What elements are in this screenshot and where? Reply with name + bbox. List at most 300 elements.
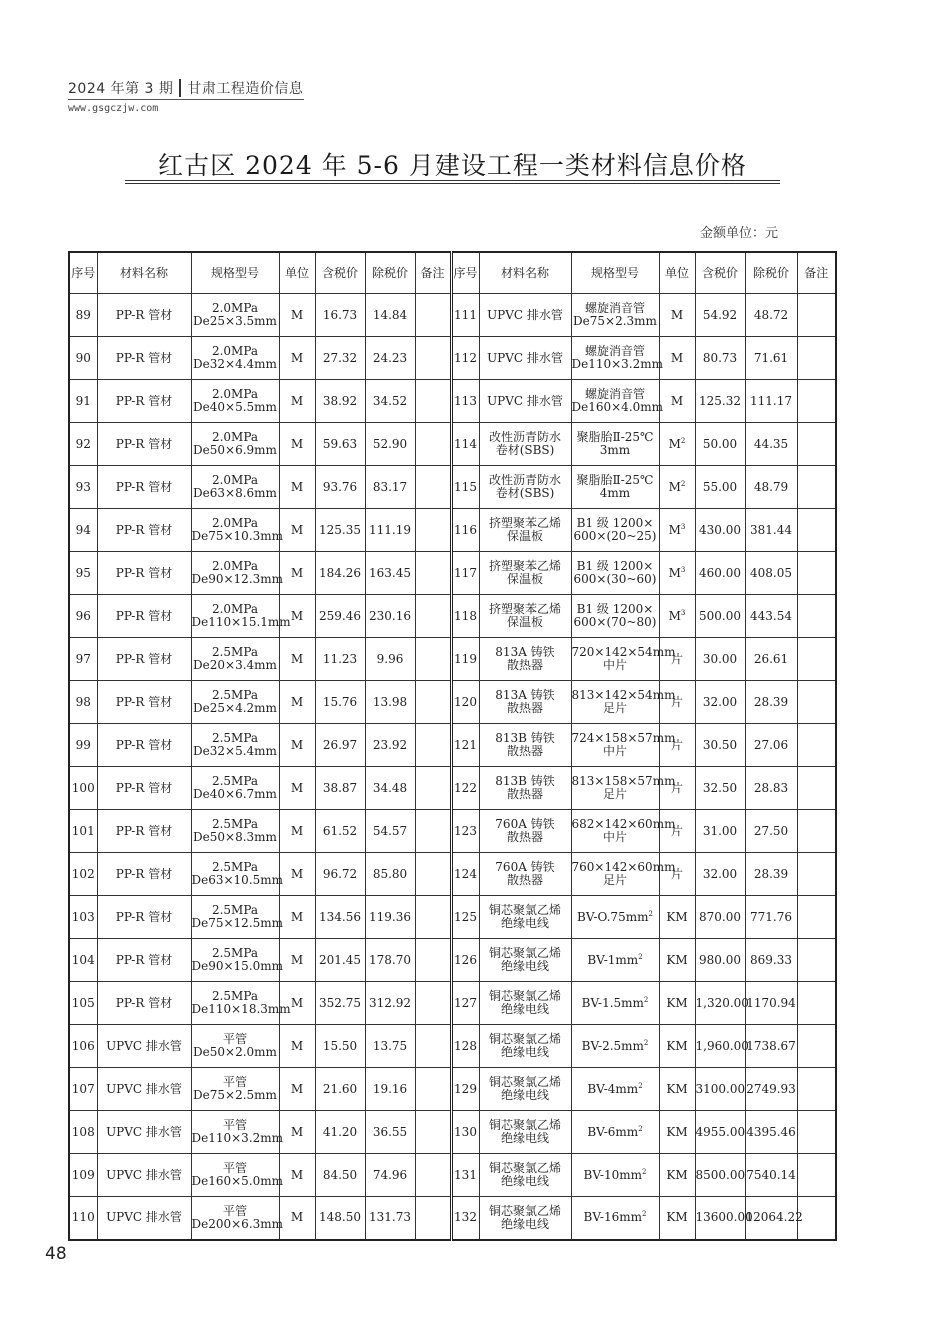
- note: [797, 810, 836, 853]
- col-header-spec-right: 规格型号: [571, 252, 659, 294]
- spec-line-1: BV-1.5mm: [581, 995, 644, 1010]
- spec-line-1: 平管: [222, 1075, 247, 1089]
- tax-included-price: 21.60: [315, 1068, 365, 1111]
- item-no: 122: [451, 767, 479, 810]
- note: [415, 681, 451, 724]
- note: [415, 724, 451, 767]
- spec-line-2: De63×8.6mm: [193, 486, 277, 500]
- spec-line-2: 600×(30~60): [573, 572, 657, 586]
- unit: M: [279, 853, 315, 896]
- spec-line-1: 聚脂胎Ⅱ-25℃: [576, 430, 654, 444]
- tax-included-price: 30.50: [695, 724, 745, 767]
- spec-line-2: 600×(20~25): [573, 529, 657, 543]
- material-name-line-2: 绝缘电线: [500, 1088, 549, 1102]
- spec-line-1: 2.0MPa: [211, 344, 259, 358]
- table-row: [69, 853, 836, 896]
- tax-included-price: 430.00: [695, 509, 745, 552]
- material-name: [479, 595, 571, 638]
- superscript: 2: [638, 1081, 643, 1090]
- material-name-line-1: 挤塑聚苯乙烯: [488, 559, 561, 573]
- tax-excluded-price: 12064.22: [745, 1197, 797, 1240]
- unit: [659, 939, 695, 982]
- spec-model: [571, 552, 659, 595]
- material-name: UPVC 排水管: [97, 1197, 191, 1240]
- material-name: PP-R 管材: [97, 810, 191, 853]
- material-name-line-2: 散热器: [506, 658, 543, 672]
- tax-excluded-price: 74.96: [365, 1154, 415, 1197]
- spec-line-1: BV-1mm: [587, 952, 639, 967]
- spec-line-2: De200×6.3mm: [191, 1216, 284, 1231]
- material-name: PP-R 管材: [97, 982, 191, 1025]
- table-header-row: [69, 252, 836, 294]
- tax-included-price: 41.20: [315, 1111, 365, 1154]
- col-header-name: 材料名称: [97, 252, 191, 294]
- spec-model: [191, 853, 284, 896]
- tax-excluded-price: 28.39: [745, 681, 797, 724]
- spec-line-2: De160×4.0mm: [571, 400, 664, 414]
- tax-excluded-price: 24.23: [365, 337, 415, 380]
- spec-line-2: 中片: [602, 658, 627, 672]
- material-name: PP-R 管材: [97, 552, 191, 595]
- tax-excluded-price: 869.33: [745, 939, 797, 982]
- spec-line-2: De110×3.2mm: [191, 1131, 284, 1145]
- spec-line-1: 760×142×60mm: [571, 860, 676, 874]
- item-no: 113: [451, 380, 479, 423]
- col-header-notax-price-right: 除税价: [745, 252, 797, 294]
- spec-model: [571, 466, 659, 509]
- col-header-tax-price-right: 含税价: [695, 252, 745, 294]
- material-name: PP-R 管材: [97, 681, 191, 724]
- spec-model: [191, 810, 279, 853]
- item-no: 98: [69, 681, 97, 724]
- tax-included-price: 80.73: [695, 337, 745, 380]
- note: [797, 552, 836, 595]
- material-name: UPVC 排水管: [97, 1025, 191, 1068]
- tax-included-price: 84.50: [315, 1154, 365, 1197]
- tax-excluded-price: 52.90: [365, 423, 415, 466]
- unit: [659, 1154, 695, 1197]
- material-name-line-1: UPVC 排水管: [487, 350, 563, 365]
- material-name: [479, 337, 571, 380]
- spec-model: [191, 380, 279, 423]
- spec-line-1: 聚脂胎Ⅱ-25℃: [576, 473, 654, 487]
- spec-line-1: 螺旋消音管: [584, 344, 645, 358]
- tax-excluded-price: 54.57: [365, 810, 415, 853]
- spec-line-1: 平管: [222, 1203, 247, 1218]
- spec-line-2: De75×10.3mm: [191, 529, 284, 543]
- col-header-note: 备注: [415, 252, 451, 294]
- item-no: 123: [451, 810, 479, 853]
- item-no: 116: [451, 509, 479, 552]
- tax-included-price: 870.00: [695, 896, 745, 939]
- tax-excluded-price: 83.17: [365, 466, 415, 509]
- tax-included-price: 54.92: [695, 294, 745, 337]
- price-table: [68, 251, 837, 1241]
- item-no: 108: [69, 1111, 97, 1154]
- spec-line-2: De160×5.0mm: [191, 1174, 284, 1188]
- unit: [659, 595, 695, 638]
- unit: [659, 767, 695, 810]
- item-no: 115: [451, 466, 479, 509]
- spec-model: [571, 423, 659, 466]
- tax-included-price: 32.00: [695, 681, 745, 724]
- tax-included-price: 259.46: [315, 595, 365, 638]
- col-header-tax-price: 含税价: [315, 252, 365, 294]
- tax-excluded-price: 85.80: [365, 853, 415, 896]
- spec-model: [191, 1154, 284, 1197]
- item-no: 99: [69, 724, 97, 767]
- spec-model: [571, 1025, 659, 1068]
- tax-excluded-price: 312.92: [365, 982, 415, 1025]
- material-name-line-1: 铜芯聚氯乙烯: [488, 1032, 561, 1046]
- spec-line-2: 中片: [602, 744, 627, 758]
- unit: M: [279, 423, 315, 466]
- tax-excluded-price: 28.83: [745, 767, 797, 810]
- unit: [659, 724, 695, 767]
- superscript: 2: [648, 909, 653, 918]
- material-name-line-1: 改性沥青防水: [488, 473, 561, 487]
- superscript: 3: [680, 522, 686, 531]
- tax-excluded-price: 36.55: [365, 1111, 415, 1154]
- material-name-line-1: 813B 铸铁: [495, 731, 555, 745]
- note: [415, 810, 451, 853]
- tax-excluded-price: 48.72: [745, 294, 797, 337]
- unit: [659, 1197, 695, 1240]
- header-divider: [179, 79, 181, 97]
- item-no: 131: [451, 1154, 479, 1197]
- unit: M: [279, 466, 315, 509]
- material-name-line-1: 挤塑聚苯乙烯: [488, 516, 561, 530]
- unit: [659, 1068, 695, 1111]
- spec-line-1: 平管: [222, 1118, 247, 1132]
- note: [797, 1154, 836, 1197]
- tax-excluded-price: 1738.67: [745, 1025, 797, 1068]
- tax-included-price: 93.76: [315, 466, 365, 509]
- tax-included-price: 55.00: [695, 466, 745, 509]
- table-row: [69, 294, 836, 337]
- spec-model: [191, 1111, 284, 1154]
- unit: M: [279, 1068, 315, 1111]
- spec-line-1: 682×142×60mm: [571, 817, 676, 831]
- material-name: [479, 896, 571, 939]
- unit-text: M: [668, 479, 681, 494]
- note: [415, 294, 451, 337]
- item-no: 126: [451, 939, 479, 982]
- table-row: [69, 1197, 836, 1240]
- item-no: 111: [451, 294, 479, 337]
- tax-included-price: 1,960.00: [695, 1025, 745, 1068]
- spec-line-2: De25×4.2mm: [193, 701, 277, 715]
- tax-included-price: 13600.00: [695, 1197, 745, 1240]
- spec-line-2: De32×5.4mm: [193, 744, 277, 758]
- note: [415, 853, 451, 896]
- table-row: [69, 810, 836, 853]
- material-name: [479, 1154, 571, 1197]
- spec-line-1: B1 级 1200×: [576, 559, 654, 573]
- table-row: [69, 1068, 836, 1111]
- tax-included-price: 184.26: [315, 552, 365, 595]
- tax-excluded-price: 7540.14: [745, 1154, 797, 1197]
- unit: M: [279, 1197, 315, 1240]
- material-name-line-2: 保温板: [506, 615, 543, 629]
- spec-line-1: 螺旋消音管: [584, 301, 645, 315]
- unit-text: KM: [666, 1167, 688, 1182]
- unit-text: 片: [670, 823, 683, 838]
- note: [415, 767, 451, 810]
- tax-excluded-price: 9.96: [365, 638, 415, 681]
- material-name: PP-R 管材: [97, 595, 191, 638]
- unit-text: KM: [666, 1210, 688, 1225]
- spec-model: [191, 552, 284, 595]
- item-no: 100: [69, 767, 97, 810]
- spec-line-2: De25×3.5mm: [193, 314, 277, 328]
- tax-excluded-price: 71.61: [745, 337, 797, 380]
- tax-included-price: 125.32: [695, 380, 745, 423]
- issue-header: [68, 78, 303, 98]
- spec-model: [191, 423, 279, 466]
- col-header-no-right: 序号: [451, 252, 479, 294]
- spec-line-1: 2.0MPa: [211, 387, 259, 401]
- spec-model: [571, 595, 659, 638]
- item-no: 125: [451, 896, 479, 939]
- spec-model: [571, 638, 676, 681]
- spec-line-1: BV-2.5mm: [581, 1038, 644, 1053]
- material-name: PP-R 管材: [97, 337, 191, 380]
- tax-included-price: 61.52: [315, 810, 365, 853]
- tax-excluded-price: 230.16: [365, 595, 415, 638]
- col-header-unit-right: 单位: [659, 252, 695, 294]
- title-underline: [125, 180, 780, 181]
- col-header-notax-price: 除税价: [365, 252, 415, 294]
- material-name: PP-R 管材: [97, 724, 191, 767]
- spec-line-1: 813×158×57mm: [571, 774, 676, 788]
- table-row: [69, 380, 836, 423]
- material-name-line-1: 铜芯聚氯乙烯: [488, 989, 561, 1003]
- note: [415, 595, 451, 638]
- material-name-line-1: 760A 铸铁: [495, 860, 555, 874]
- note: [797, 423, 836, 466]
- tax-excluded-price: 4395.46: [745, 1111, 797, 1154]
- material-name-line-1: 铜芯聚氯乙烯: [488, 1161, 561, 1175]
- tax-included-price: 50.00: [695, 423, 745, 466]
- unit: [659, 681, 695, 724]
- superscript: 2: [638, 952, 643, 961]
- item-no: 119: [451, 638, 479, 681]
- tax-included-price: 32.00: [695, 853, 745, 896]
- unit: M: [279, 552, 315, 595]
- tax-excluded-price: 44.35: [745, 423, 797, 466]
- note: [415, 380, 451, 423]
- note: [797, 466, 836, 509]
- spec-line-2: De50×8.3mm: [193, 830, 277, 844]
- header-rule: [68, 99, 304, 100]
- spec-model: [571, 509, 659, 552]
- superscript: 2: [643, 1038, 649, 1047]
- spec-model: [571, 896, 659, 939]
- item-no: 94: [69, 509, 97, 552]
- material-name-line-2: 卷材(SBS): [495, 443, 555, 457]
- spec-line-2: 中片: [602, 830, 627, 844]
- note: [415, 982, 451, 1025]
- note: [415, 466, 451, 509]
- tax-excluded-price: 131.73: [365, 1197, 415, 1240]
- tax-excluded-price: 19.16: [365, 1068, 415, 1111]
- spec-line-2: De90×12.3mm: [191, 572, 284, 586]
- spec-line-2: 600×(70~80): [573, 615, 657, 629]
- unit: [659, 638, 695, 681]
- material-name: PP-R 管材: [97, 896, 191, 939]
- material-name: [479, 1197, 571, 1240]
- unit: [659, 853, 695, 896]
- tax-included-price: 59.63: [315, 423, 365, 466]
- material-name-line-1: UPVC 排水管: [487, 307, 563, 322]
- tax-excluded-price: 119.36: [365, 896, 415, 939]
- material-name: [479, 939, 571, 982]
- item-no: 107: [69, 1068, 97, 1111]
- spec-model: [191, 1068, 279, 1111]
- tax-excluded-price: 34.48: [365, 767, 415, 810]
- material-name-line-2: 散热器: [506, 744, 543, 758]
- material-name-line-1: 760A 铸铁: [495, 817, 555, 831]
- note: [797, 767, 836, 810]
- unit: M: [279, 380, 315, 423]
- material-name-line-1: 铜芯聚氯乙烯: [488, 1203, 561, 1218]
- tax-excluded-price: 14.84: [365, 294, 415, 337]
- unit-text: KM: [666, 995, 688, 1010]
- table-row: [69, 767, 836, 810]
- tax-included-price: 980.00: [695, 939, 745, 982]
- spec-model: [191, 896, 284, 939]
- item-no: 97: [69, 638, 97, 681]
- item-no: 121: [451, 724, 479, 767]
- spec-line-2: 3mm: [599, 443, 631, 457]
- spec-line-2: De110×3.2mm: [571, 357, 664, 371]
- spec-model: [191, 939, 284, 982]
- tax-excluded-price: 178.70: [365, 939, 415, 982]
- unit-text: 片: [670, 866, 683, 881]
- unit: [659, 423, 695, 466]
- material-name-line-2: 散热器: [506, 873, 543, 887]
- material-name: [479, 1068, 571, 1111]
- material-name-line-1: 挤塑聚苯乙烯: [488, 602, 561, 616]
- tax-excluded-price: 28.39: [745, 853, 797, 896]
- material-name: [479, 681, 571, 724]
- spec-model: [571, 767, 676, 810]
- spec-line-1: 2.5MPa: [211, 645, 259, 659]
- spec-model: [571, 294, 659, 337]
- item-no: 129: [451, 1068, 479, 1111]
- material-name-line-2: 卷材(SBS): [495, 486, 555, 500]
- table-row: [69, 1111, 836, 1154]
- unit: [659, 294, 695, 337]
- tax-included-price: 30.00: [695, 638, 745, 681]
- spec-model: [191, 1197, 284, 1240]
- spec-model: [191, 337, 279, 380]
- spec-line-1: 螺旋消音管: [584, 387, 645, 401]
- unit-text: 片: [670, 737, 683, 752]
- unit-text: 片: [670, 651, 683, 666]
- spec-model: [191, 681, 279, 724]
- item-no: 117: [451, 552, 479, 595]
- spec-line-2: De20×3.4mm: [193, 658, 277, 672]
- spec-line-1: 2.0MPa: [211, 473, 259, 487]
- unit: M: [279, 939, 315, 982]
- spec-line-1: 2.0MPa: [211, 602, 259, 616]
- spec-line-1: 2.5MPa: [211, 946, 259, 960]
- spec-line-1: 724×158×57mm: [571, 731, 676, 745]
- note: [797, 294, 836, 337]
- note: [797, 724, 836, 767]
- title-underline-2: [125, 183, 780, 184]
- unit: M: [279, 1025, 315, 1068]
- unit-text: KM: [666, 909, 688, 924]
- tax-excluded-price: 13.75: [365, 1025, 415, 1068]
- col-header-name-right: 材料名称: [479, 252, 571, 294]
- item-no: 130: [451, 1111, 479, 1154]
- note: [797, 1068, 836, 1111]
- table-row: [69, 982, 836, 1025]
- unit: [659, 552, 695, 595]
- note: [797, 380, 836, 423]
- item-no: 91: [69, 380, 97, 423]
- unit: M: [279, 982, 315, 1025]
- tax-included-price: 26.97: [315, 724, 365, 767]
- unit-text: M: [668, 436, 681, 451]
- material-name: UPVC 排水管: [97, 1111, 191, 1154]
- spec-model: [191, 466, 279, 509]
- note: [415, 423, 451, 466]
- material-name-line-1: 铜芯聚氯乙烯: [488, 1118, 561, 1132]
- unit: [659, 1111, 695, 1154]
- item-no: 128: [451, 1025, 479, 1068]
- page-title: 红古区 2024 年 5-6 月建设工程一类材料信息价格: [158, 151, 747, 180]
- item-no: 93: [69, 466, 97, 509]
- note: [415, 337, 451, 380]
- unit: M: [279, 638, 315, 681]
- tax-excluded-price: 111.19: [365, 509, 415, 552]
- item-no: 127: [451, 982, 479, 1025]
- superscript: 2: [638, 1124, 643, 1133]
- unit-text: KM: [666, 1081, 688, 1096]
- material-name: [479, 767, 571, 810]
- table-row: [69, 509, 836, 552]
- spec-line-1: B1 级 1200×: [576, 602, 654, 616]
- spec-line-2: De75×12.5mm: [191, 916, 284, 930]
- note: [797, 1025, 836, 1068]
- item-no: 124: [451, 853, 479, 896]
- spec-model: [571, 939, 659, 982]
- unit-text: M: [668, 565, 681, 580]
- unit: M: [279, 294, 315, 337]
- material-name: UPVC 排水管: [97, 1154, 191, 1197]
- material-name: [479, 509, 571, 552]
- item-no: 114: [451, 423, 479, 466]
- tax-included-price: 11.23: [315, 638, 365, 681]
- tax-included-price: 148.50: [315, 1197, 365, 1240]
- note: [797, 982, 836, 1025]
- material-name: PP-R 管材: [97, 509, 191, 552]
- tax-excluded-price: 443.54: [745, 595, 797, 638]
- material-name-line-1: 813A 铸铁: [495, 688, 555, 702]
- tax-included-price: 38.87: [315, 767, 365, 810]
- spec-model: [571, 1154, 659, 1197]
- material-name-line-1: UPVC 排水管: [487, 393, 563, 408]
- spec-line-2: De110×18.3mm: [191, 1002, 291, 1016]
- spec-line-2: 足片: [602, 787, 627, 801]
- spec-line-1: 2.5MPa: [211, 860, 259, 874]
- note: [415, 1068, 451, 1111]
- spec-model: [191, 294, 279, 337]
